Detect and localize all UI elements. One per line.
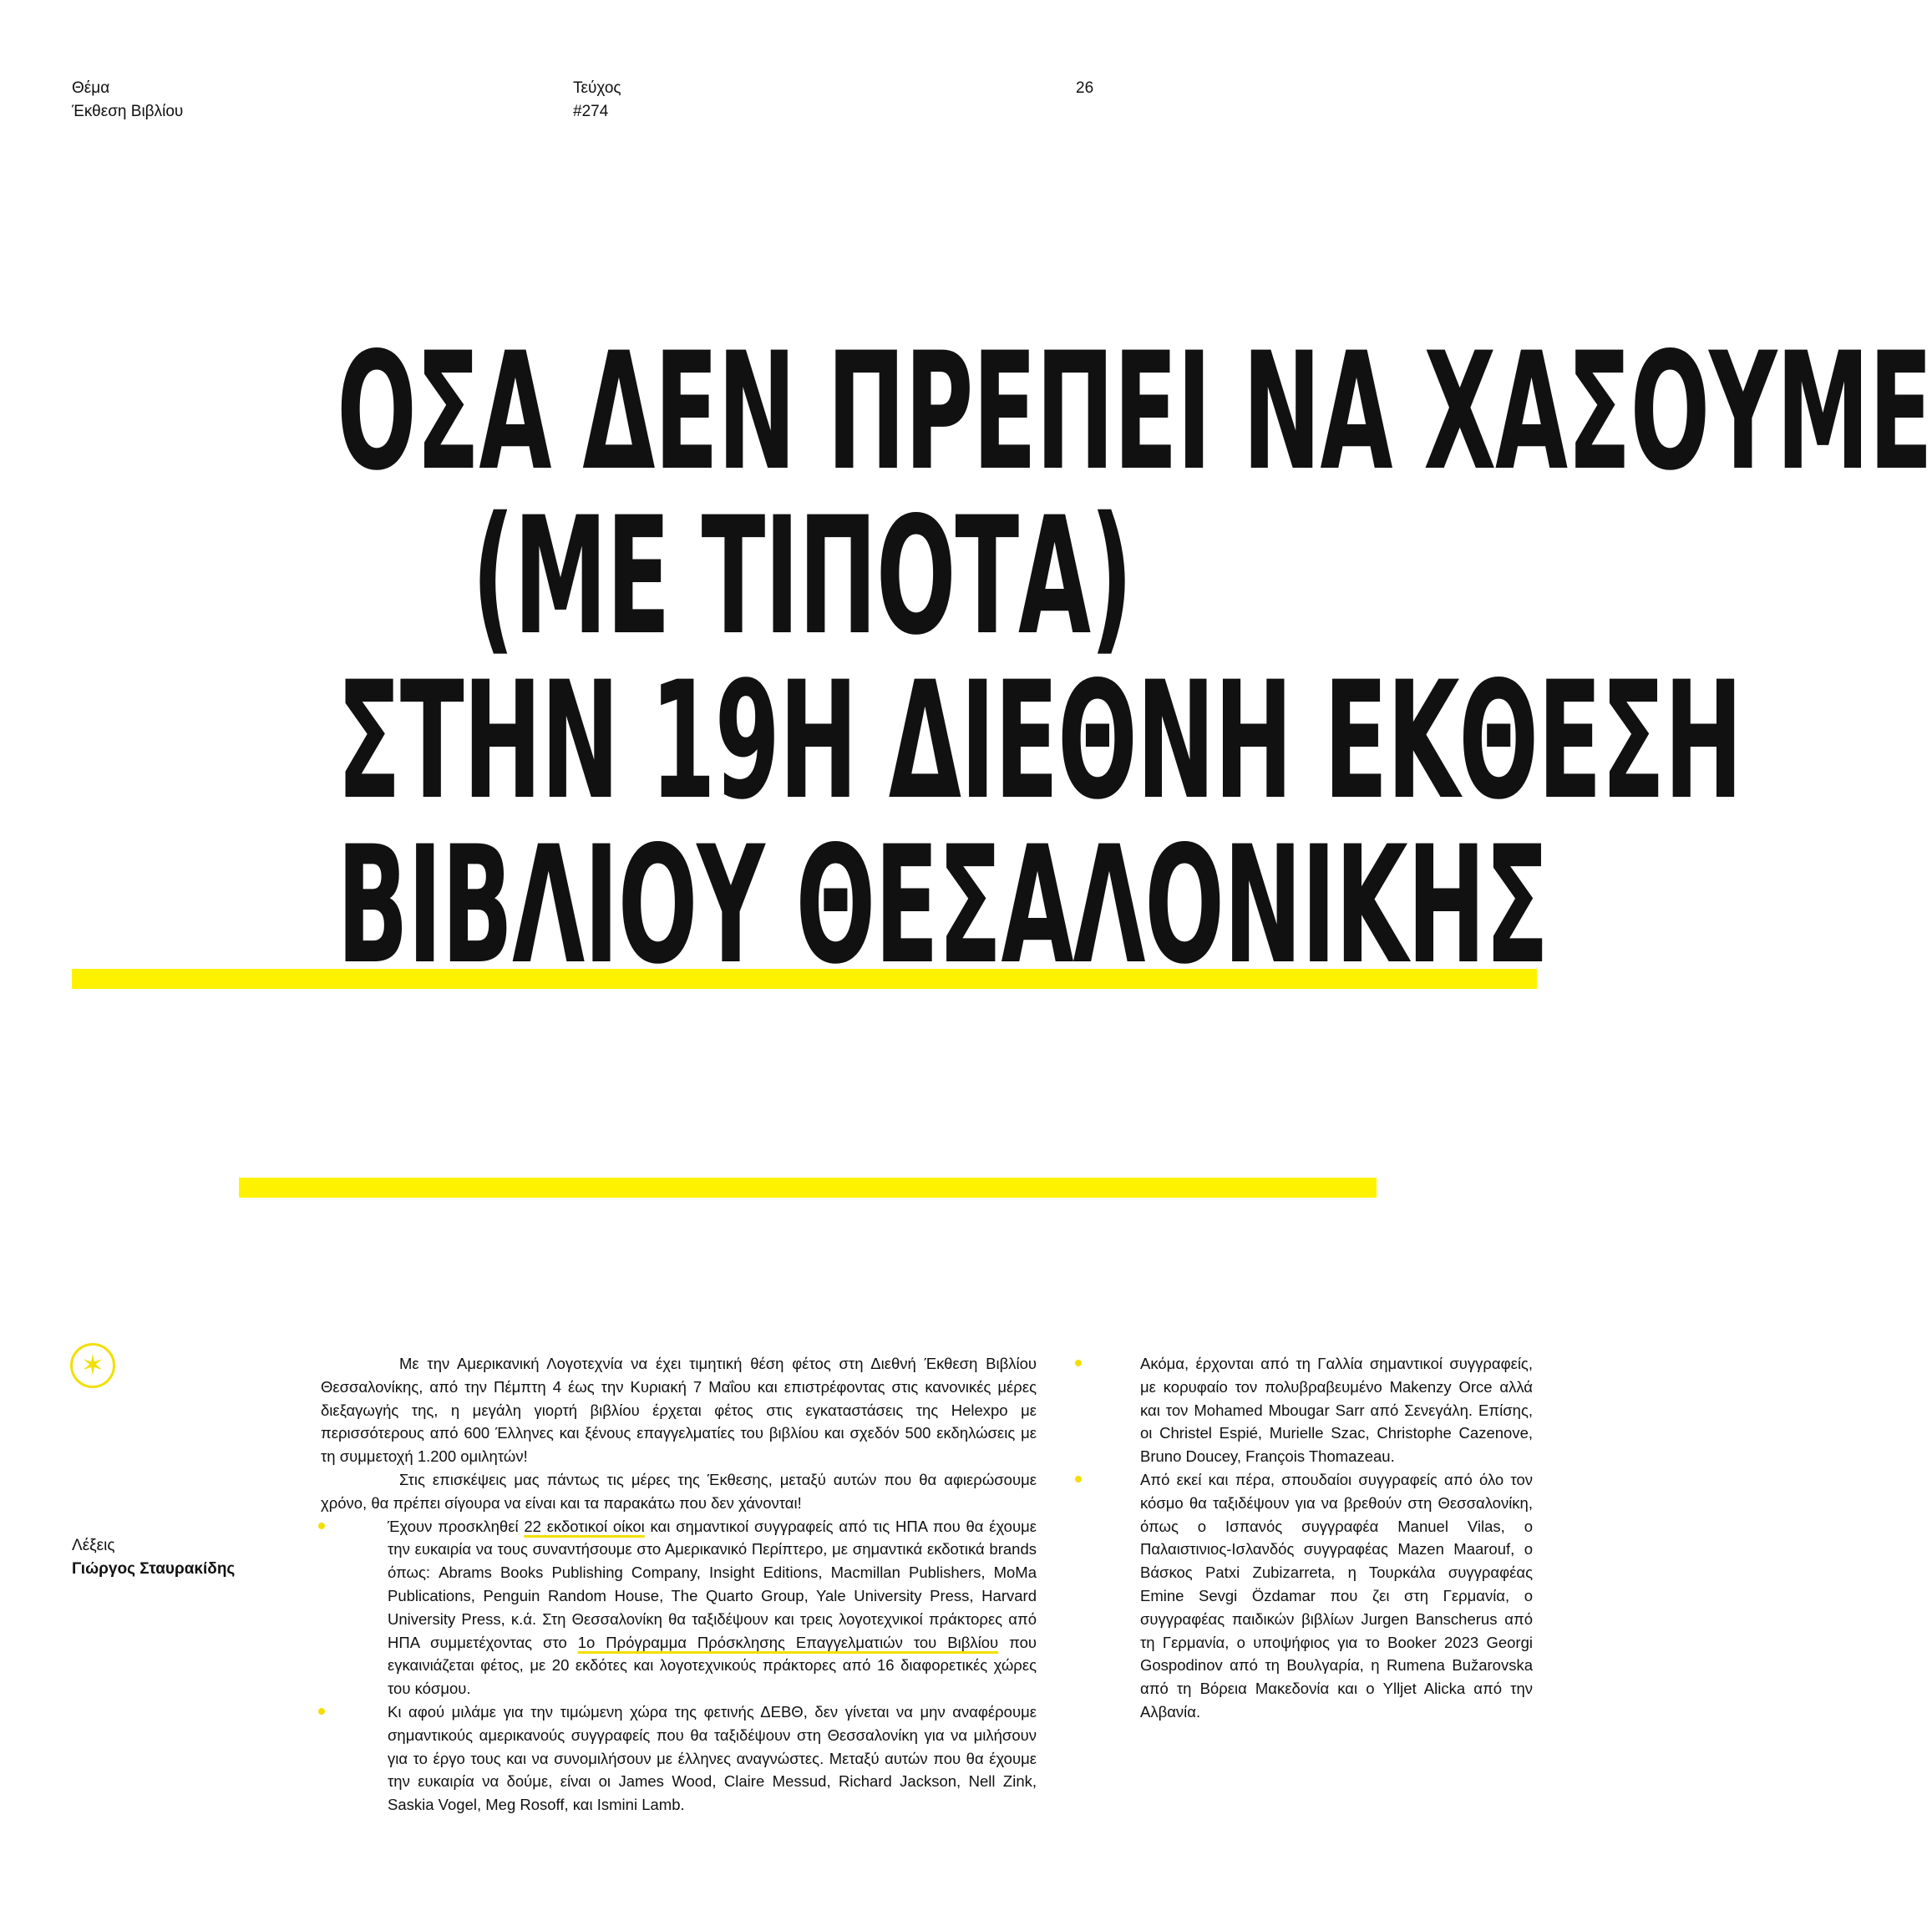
list-item xyxy=(321,1700,1037,1817)
bullet-dot xyxy=(1075,1360,1082,1366)
issue-meta xyxy=(573,77,621,124)
bullet-dot xyxy=(318,1523,325,1529)
article-column-2 xyxy=(1140,1352,1533,1724)
headline-line-4: ΒΙΒΛΙΟΥ ΘΕΣΑΛΟΝΙΚΗΣ xyxy=(337,811,1549,1000)
list-item-text: Κι αφού μιλάμε για την τιμώμενη χώρα της φετινής ΔΕΒΘ, δεν γίνεται να μην αναφέρουμε σημαντικούς αμερικανούς συγγραφείς που θα ταξιδέψουν στη Θεσσαλονίκη για να μιλήσουν για το έργο τους και να συνομιλήσουν με έλληνες αναγνώστες. Μεταξύ αυτών που θα έχουμε την ευκαιρία να δούμε, είναι οι James Wood, Claire Messud, Richard Jackson, Nell Zink, Saskia Vogel, Meg Rosoff, και Ismini Lamb. xyxy=(388,1702,1037,1814)
byline-author: Γιώργος Σταυρακίδης xyxy=(72,1560,236,1578)
star-badge xyxy=(70,1343,115,1388)
bullet-dot xyxy=(1075,1476,1082,1482)
issue-value: #274 xyxy=(573,103,609,120)
page-number: 26 xyxy=(1076,79,1094,97)
section-meta xyxy=(72,77,183,124)
list-item xyxy=(1140,1468,1533,1724)
list-item-text: Έχουν προσκληθεί 22 εκδοτικοί οίκοι και σημαντικοί συγγραφείς από τις ΗΠΑ που θα έχουμε την ευκαιρία να τους συναντήσουμε στο Αμερικανικό Περίπτερο, με σημαντικά εκδοτικά brands όπως: Abrams Books Publishing Company, Insight Editions, Macmillan Publishers, MoMa Publications, Penguin Random House, The Quarto Group, Yale University Press, Harvard University Press, κ.ά. Στη Θεσσαλονίκη θα ταξιδέψουν και τρεις λογοτεχνικοί πράκτορες από ΗΠΑ συμμετέχοντας στο 1ο Πρόγραμμα Πρόσκλησης Επαγγελματιών του Βιβλίου που εγκαινιάζεται φέτος, με 20 εκδότες και λογοτεχνικούς πράκτορες από 16 διαφορετικές χώρες του κόσμου. xyxy=(388,1517,1037,1698)
program-link[interactable]: 1ο Πρόγραμμα Πρόσκλησης Επαγγελματιών του Βιβλίου xyxy=(577,1633,999,1651)
paragraph-intro: Με την Αμερικανική Λογοτεχνία να έχει τιμητική θέση φέτος στη Διεθνή Έκθεση Βιβλίου Θεσσαλονίκης, από την Πέμπτη 4 έως την Κυριακή 7 Μαΐου και επιστρέφοντας στις κανονικές μέρες διεξαγωγής της, η μεγάλη γιορτή βιβλίου έρχεται φέτος στις εγκαταστάσεις της Helexpo με περισσότερους από 600 Έλληνες και ξένους επαγγελματίες του βιβλίου και σχεδόν 500 εκδηλώσεις με τη συμμετοχή 1.200 ομιλητών! xyxy=(321,1355,1037,1466)
section-value: Έκθεση Βιβλίου xyxy=(72,103,184,120)
issue-label: Τεύχος xyxy=(573,79,621,97)
publishers-link[interactable]: 22 εκδοτικοί οίκοι xyxy=(524,1517,645,1535)
list-item xyxy=(321,1515,1037,1700)
byline xyxy=(72,1534,235,1581)
star-icon: ✶ xyxy=(80,1350,105,1381)
list-item-text: Ακόμα, έρχονται από τη Γαλλία σημαντικοί συγγραφείς, με κορυφαίο τον πολυβραβευμένο Makenzy Orce αλλά και τον Mohamed Mbougar Sarr από Σενεγάλη. Επίσης, οι Christel Espié, Murielle Szac, Christophe Cazenove, Bruno Doucey, François Thomazeau. xyxy=(1140,1355,1533,1466)
bullet-dot xyxy=(318,1708,325,1715)
byline-label: Λέξεις xyxy=(72,1537,115,1554)
paragraph-visits: Στις επισκέψεις μας πάντως τις μέρες της Έκθεσης, μεταξύ αυτών που θα αφιερώσουμε χρόνο, θα πρέπει σίγουρα να είναι και τα παρακάτω που δεν χάνονται! xyxy=(321,1470,1037,1512)
headline-line-1: ΟΣΑ ΔΕΝ ΠΡΕΠΕΙ ΝΑ ΧΑΣΟΥΜΕ xyxy=(337,317,1932,506)
highlight-bar-bottom xyxy=(239,1178,1377,1198)
list-item-text: Από εκεί και πέρα, σπουδαίοι συγγραφείς από όλο τον κόσμο θα ταξιδέψουν για να βρεθούν στη Θεσσαλονίκη, όπως ο Ισπανός συγγραφέα Manuel Vilas, ο Παλαιστινιος-Ισλανδός συγγραφέας Mazen Maarouf, ο Βάσκος Patxi Zubizarreta, η Τουρκάλα συγγραφέας Emine Sevgi Özdamar που ζει στη Γερμανία, ο συγγραφέας παιδικών βιβλίων Jurgen Banscherus από τη Γερμανία, ο υποψήφιος για το Booker 2023 Georgi Gospodinov από τη Βουλγαρία, η Rumena Bužarovska από τη Βόρεια Μακεδονία και ο Ylljet Alicka από την Αλβανία. xyxy=(1140,1470,1533,1721)
article-column-1 xyxy=(321,1352,1037,1817)
headline xyxy=(337,317,1932,1000)
page-meta xyxy=(1076,77,1093,100)
list-item xyxy=(1140,1352,1533,1468)
headline-line-2: (ΜΕ ΤΙΠΟΤΑ) xyxy=(471,482,1133,671)
headline-line-3: ΣΤΗΝ 19Η ΔΙΕΘΝΗ ΕΚΘΕΣΗ xyxy=(337,646,1742,835)
section-label: Θέμα xyxy=(72,79,110,97)
